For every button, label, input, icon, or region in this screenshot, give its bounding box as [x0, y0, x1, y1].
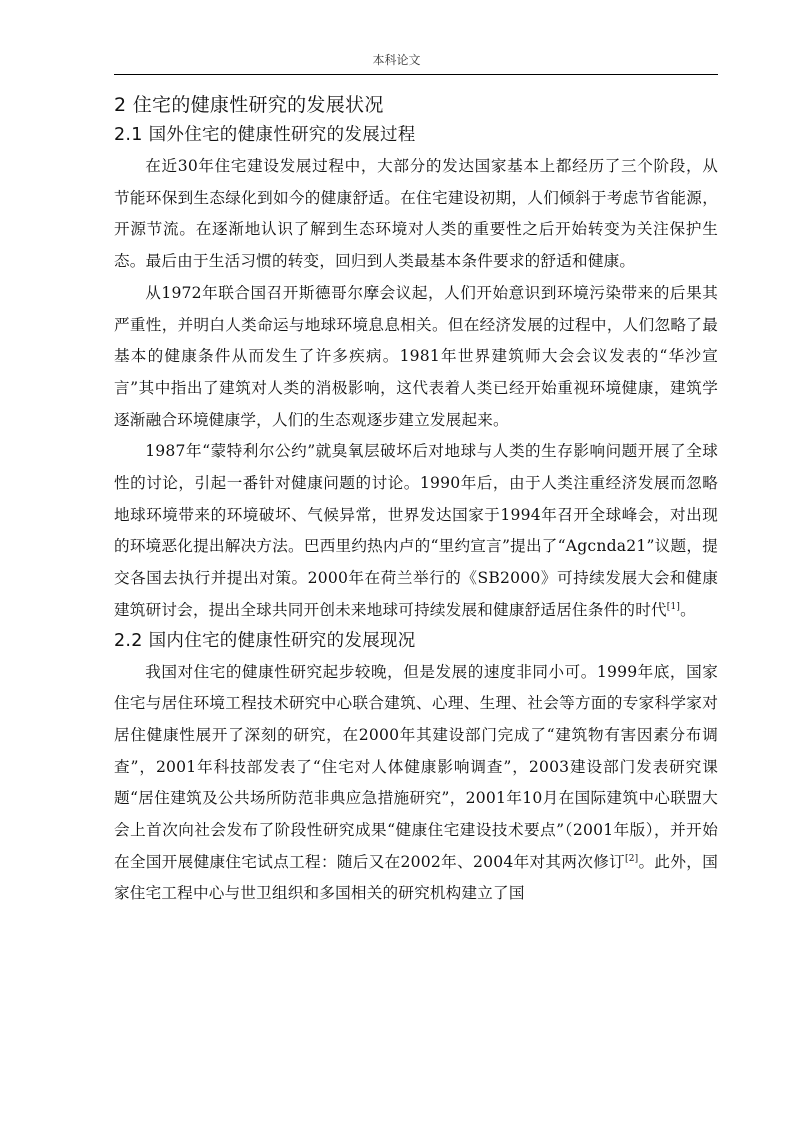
paragraph: [114, 657, 718, 911]
paragraph-text-end: 。: [680, 600, 696, 619]
subsection-heading-2-2: 2.2 国内住宅的健康性研究的发展现况: [114, 630, 416, 651]
citation-marker: [2]: [625, 853, 639, 864]
paragraph-text-end: 。此外，国家住宅工程中心与世卫组织和多国相关的研究机构建立了国: [114, 852, 718, 903]
paragraph-text: 我国对住宅的健康性研究起步较晚，但是发展的速度非同小可。1999年底，国家住宅与居住环境工程技术研究中心联合建筑、心理、生理、社会等方面的专家科学家对居住健康性展开了深刻的研究，在2000年其建设部门完成了“建筑物有害因素分布调查”，2001年科技部发表了“住宅对人体健康影响调查”，2003建设部门发表研究课题“居住建筑及公共场所防范非典应急措施研究”，2001年10月在国际建筑中心联盟大会上首次向社会发布了阶段性研究成果“健康住宅建设技术要点”（2001年版），并开始在全国开展健康住宅试点工程：随后又在2002年、2004年对其两次修订: [114, 662, 718, 871]
page-content: [114, 91, 718, 910]
header-divider: [114, 74, 718, 75]
paragraph: [114, 436, 718, 626]
section-heading: 2 住宅的健康性研究的发展状况: [114, 94, 384, 116]
paragraph-text: 1987年“蒙特利尔公约”就臭氧层破坏后对地球与人类的生存影响问题开展了全球性的讨论，引起一番针对健康问题的讨论。1990年后，由于人类注重经济发展而忽略地球环境带来的环境破坏、气候异常，世界发达国家于1994年召开全球峰会，对出现的环境恶化提出解决方法。巴西里约热内卢的“里约宣言”提出了“Agcnda21”议题，提交各国去执行并提出对策。2000年在荷兰举行的《SB2000》可持续发展大会和健康建筑研讨会，提出全球共同开创未来地球可持续发展和健康舒适居住条件的时代: [114, 442, 718, 619]
paragraph: 在近30年住宅建设发展过程中，大部分的发达国家基本上都经历了三个阶段，从节能环保到生态绿化到如今的健康舒适。在住宅建设初期，人们倾斜于考虑节省能源，开源节流。在逐渐地认识了解到生态环境对人类的重要性之后开始转变为关注保护生态。最后由于生活习惯的转变，回归到人类最基本条件要求的舒适和健康。: [114, 157, 718, 271]
citation-marker: [1]: [666, 601, 681, 612]
page-header-title: 本科论文: [372, 53, 421, 67]
paragraph: 从1972年联合国召开斯德哥尔摩会议起，人们开始意识到环境污染带来的后果其严重性，并明白人类命运与地球环境息息相关。但在经济发展的过程中，人们忽略了最基本的健康条件从而发生了许多疾病。1981年世界建筑师大会会议发表的“华沙宣言”其中指出了建筑对人类的消极影响，这代表着人类已经开始重视环境健康，建筑学逐渐融合环境健康学，人们的生态观逐步建立发展起来。: [114, 283, 718, 429]
subsection-heading-2-1: 2.1 国外住宅的健康性研究的发展过程: [114, 125, 416, 145]
